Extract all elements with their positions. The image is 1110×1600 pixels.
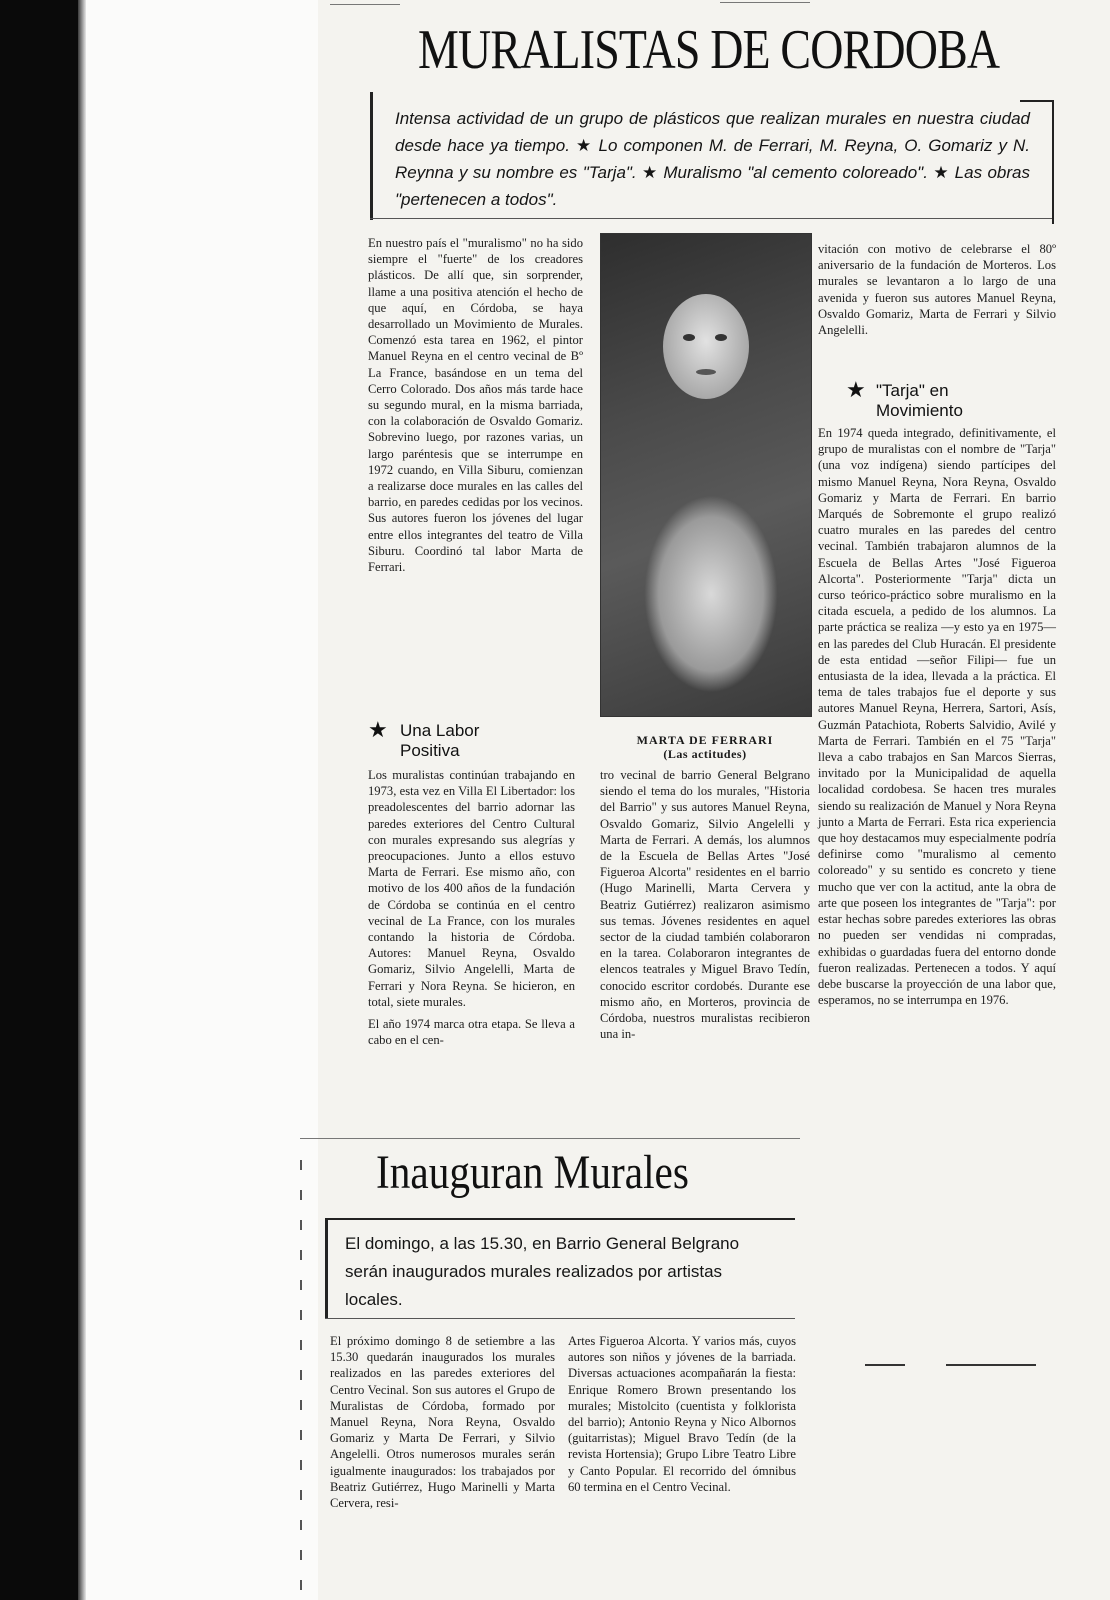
paragraph: Los muralistas continúan trabajando en 1973, esta vez en Villa El Libertador: los preadolescentes del barrio adornar las paredes exteriores del Centro Cultural con murales expresando sus alegrías y preocupaciones. Junto a ellos estuvo Marta de Ferrari. Ese mismo año, con motivo de los 400 años de la fundación de Córdoba se continúa en el centro vecinal de La France, con los murales contando la historia de Córdoba. Autores: Manuel Reyna, Osvaldo Gomariz, Silvio Angelelli, Marta de Ferrari y Nora Reyna. Se hicieron, en total, siete murales. <box>368 768 575 1009</box>
column-text: El próximo domingo 8 de setiembre a las 15.30 quedarán inaugurados los murales realizados en las paredes exteriores del Centro Vecinal. Son sus autores el Grupo de Muralistas de Córdoba, formado por Manuel Reyna, Nora Reyna, Osvaldo Gomariz y Marta De Ferrari, y Silvio Angelelli. Otros numerosos murales serán igualmente inaugurados: los trabajados por Beatriz Gutiérrez, Hugo Marinelli y Marta Cervera, resi- <box>330 1334 555 1511</box>
scan-blank-margin <box>86 0 318 1600</box>
star-icon: ★ <box>368 718 388 743</box>
column-text: vitación con motivo de celebrarse el 80º aniversario de la fundación de Morteros. Los murales se levantaron a lo largo de una avenida y fueron sus autores Manuel Reyna, Osvaldo Gomariz, Marta de Ferrari y Silvio Angelelli. <box>818 242 1056 338</box>
article-title: Inauguran Murales <box>376 1146 689 1199</box>
article-title: MURALISTAS DE CORDOBA <box>418 19 1000 81</box>
end-rule <box>865 1364 905 1366</box>
section-separator <box>300 1138 800 1139</box>
photo-caption-name: MARTA DE FERRARI <box>636 733 774 747</box>
paragraph: El año 1974 marca otra etapa. Se lleva a cabo en el cen- <box>368 1017 575 1048</box>
lead-box-right-rule <box>1052 100 1054 224</box>
lead-box-bottom-rule <box>325 1318 795 1319</box>
column-text: En 1974 queda integrado, definitivamente, el grupo de muralistas con el nombre de "Tarja" (una voz indígena) siendo partícipes del mismo Manuel Reyna, Nora Reyna, Osvaldo Gomariz y Marta de Ferrari. En barrio Marqués de Sobremonte el grupo realizó cuatro murales en las paredes del centro vecinal. También trabajaron alumnos de la Escuela de Bellas Artes "José Figueroa Alcorta". Posteriormente "Tarja" dicta un curso teórico-práctico sobre muralismo en la citada escuela, a pedido de los alumnos. La parte práctica se realiza —y esto ya en 1975— en las paredes del Club Huracán. El presidente de esta entidad —señor Filipi— fue un entusiasta de la idea, llevada a la práctica. El tema de tales trabajos fue el deporte y sus autores Manuel Reyna, Herrera, Sartori, Asís, Guzmán Patachiota, Roberts Salvidio, Avilé y Marta de Ferrari. También en el 75 "Tarja" lleva a cabo trabajos en San Marcos Sierras, invitado por la Municipalidad de aquella localidad cordobesa. Se hacen tres murales siendo su realización de Manuel y Nora Reyna junto a Marta de Ferrari. Esta rica experiencia que hoy destacamos muy especialmente podría definirse como "muralismo al cemento coloreado" y su sentido es concreto y tiene mucho que ver con la actitud, ante la obra de arte que poseen los integrantes de "Tarja": por estar hechas sobre paredes exteriores las obras no pueden ser vendidas ni compradas, exhibidas o guardadas fuera del entorno donde fueron realizadas. Pertenecen a todos. Y aquí debe buscarse la proyección de una labor que, esperamos, no se interrumpa en 1976. <box>818 426 1056 1008</box>
photo-eye <box>715 334 727 341</box>
article-lead: El domingo, a las 15.30, en Barrio General Belgrano serán inaugurados murales realizados por artistas locales. <box>345 1234 740 1309</box>
photo-face <box>663 294 749 399</box>
photo-eye <box>683 334 695 341</box>
column-text <box>368 767 575 1048</box>
portrait-photo <box>600 233 812 717</box>
lead-box-top-rule <box>1020 100 1054 102</box>
column-text: Artes Figueroa Alcorta. Y varios más, cuyos autores son niños y jóvenes de la barriada. Diversas actuaciones acompañarán la fiesta: Enrique Romero Brown presentando los murales; Mistolcito (cuentista y folklorista del barrio); Antonio Reyna y Nico Albornos (guitarristas); Miguel Bravo Tedín (de la revista Hortensia); Grupo Libre Teatro Libre y Canto Popular. El recorrido del ómnibus 60 termina en el Centro Vecinal. <box>568 1334 796 1494</box>
top-cut-mark <box>330 4 400 5</box>
lead-box-top-rule <box>325 1218 795 1220</box>
scan-dark-edge <box>0 0 78 1600</box>
star-icon: ★ <box>846 378 866 403</box>
photo-mouth <box>696 369 716 375</box>
lead-box-left-rule <box>370 92 373 220</box>
end-rule <box>946 1364 1036 1366</box>
scan-fold-shadow <box>78 0 86 1600</box>
column-text: En nuestro país el "muralismo" no ha sido siempre el "fuerte" de los creadores plásticos. De allí que, sin sorprender, llame a una positiva atención el hecho de que aquí, en Córdoba, se haya desarrollado un Movimiento de Murales. Comenzó esta tarea en 1962, el pintor Manuel Reyna en el centro vecinal de Bº La France, basándose en un tema del Cerro Colorado. Dos años más tarde hace su segundo mural, en la misma barriada, con la colaboración de Osvaldo Gomariz. Sobrevino luego, por razones varias, un largo paréntesis que se interrumpe en 1972 cuando, en Villa Siburu, comienzan a realizarse doce murales en las calles del barrio, en paredes cedidas por los vecinos. Sus autores fueron los jóvenes del lugar entre ellos integrantes del teatro de Villa Siburu. Coordinó tal labor Marta de Ferrari. <box>368 236 583 575</box>
top-cut-mark <box>720 2 810 3</box>
margin-mark <box>300 1160 302 1600</box>
section-subhead: Una Labor Positiva <box>400 721 480 760</box>
lead-box-bottom-rule <box>370 218 1052 219</box>
photo-caption-work: (Las actitudes) <box>663 747 747 761</box>
lead-box-left-rule <box>325 1218 328 1318</box>
column-text: tro vecinal de barrio General Belgrano siendo el tema do los murales, "Historia del Barrio" y sus autores Manuel Reyna, Osvaldo Gomariz, Silvio Angelelli y Marta de Ferrari. A demás, los alumnos de la Escuela de Bellas Artes "José Figueroa Alcorta" residentes en el barrio (Hugo Marinelli, Marta Cervera y Beatriz Gutiérrez) realizaron asimismo sus temas. Jóvenes residentes en aquel sector de la ciudad también colaboraron en la tarea. Colaboraron integrantes de elencos teatrales y Miguel Bravo Tedín, conocido escritor cordobés. Durante ese mismo año, en Morteros, provincia de Córdoba, nuestros muralistas recibieron una in- <box>600 768 810 1042</box>
section-subhead: "Tarja" en Movimiento <box>876 381 963 420</box>
article-lead: Intensa actividad de un grupo de plásticos que realizan murales en nuestra ciudad desde hace ya tiempo. ★ Lo componen M. de Ferrari, M. Reyna, O. Gomariz y N. Reynna y su nombre es "Tarja". ★ Muralismo "al cemento coloreado". ★ Las obras "pertenecen a todos". <box>395 109 1030 209</box>
